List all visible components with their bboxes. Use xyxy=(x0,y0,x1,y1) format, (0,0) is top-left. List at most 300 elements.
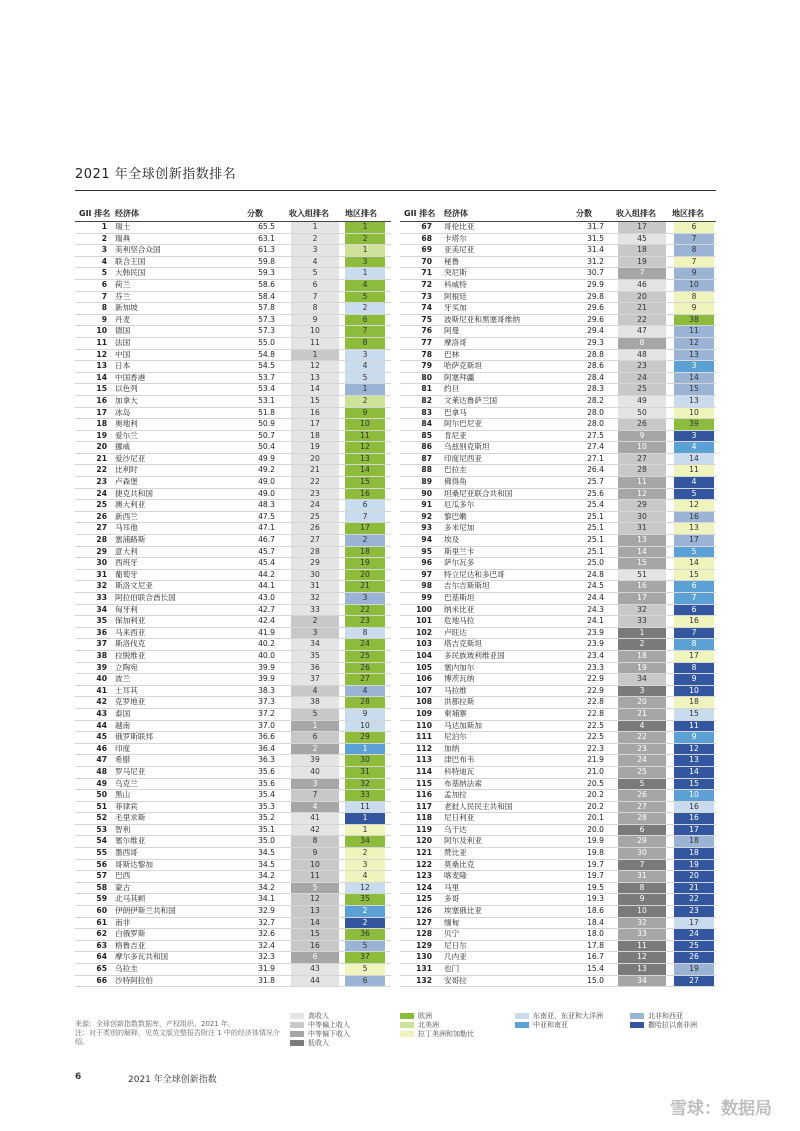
score-cell: 19.9 xyxy=(587,836,604,846)
score-cell: 25.4 xyxy=(587,500,604,510)
rank-cell: 39 xyxy=(96,662,107,672)
table-row xyxy=(400,280,716,292)
table-row xyxy=(400,477,716,489)
score-cell: 57.8 xyxy=(258,303,275,313)
economy-cell: 文莱达鲁萨兰国 xyxy=(444,395,498,405)
rank-cell: 32 xyxy=(96,581,107,591)
score-cell: 30.7 xyxy=(587,268,604,278)
table-row xyxy=(400,860,716,872)
region-rank-cell: 6 xyxy=(345,315,385,326)
income-rank-cell: 15 xyxy=(291,396,339,407)
table-row xyxy=(75,315,391,327)
region-rank-cell: 7 xyxy=(345,512,385,523)
table-row xyxy=(400,941,716,953)
score-cell: 53.1 xyxy=(258,395,275,405)
table-row xyxy=(75,906,391,918)
rank-cell: 62 xyxy=(96,929,107,939)
economy-cell: 阿尔及利亚 xyxy=(444,836,482,846)
score-cell: 36.4 xyxy=(258,743,275,753)
income-rank-cell: 4 xyxy=(618,721,666,732)
economy-cell: 越南 xyxy=(115,720,131,730)
legend-income-upper-middle: 中等偏上收入 xyxy=(290,1021,350,1029)
income-rank-cell: 18 xyxy=(618,651,666,662)
score-cell: 45.7 xyxy=(258,546,275,556)
income-rank-cell: 5 xyxy=(291,268,339,279)
rank-cell: 87 xyxy=(421,453,432,463)
score-cell: 65.5 xyxy=(258,222,275,231)
rank-cell: 50 xyxy=(96,790,107,800)
table-row xyxy=(400,755,716,767)
rank-cell: 58 xyxy=(96,882,107,892)
table-row xyxy=(400,593,716,605)
income-rank-cell: 32 xyxy=(618,918,666,929)
rank-cell: 81 xyxy=(421,384,432,394)
rank-cell: 35 xyxy=(96,616,107,626)
economy-cell: 多民族玻利维亚国 xyxy=(444,650,505,660)
table-row xyxy=(400,651,716,663)
region-rank-cell: 25 xyxy=(345,651,385,662)
region-rank-cell: 17 xyxy=(674,825,714,836)
income-rank-cell: 6 xyxy=(291,952,339,963)
score-cell: 53.4 xyxy=(258,384,275,394)
header-economy: 经济体 xyxy=(444,209,468,218)
table-row xyxy=(400,894,716,906)
income-rank-cell: 23 xyxy=(618,744,666,755)
income-rank-cell: 22 xyxy=(618,732,666,743)
rank-cell: 106 xyxy=(416,674,432,684)
economy-cell: 波兰 xyxy=(115,674,131,684)
table-row xyxy=(75,465,391,477)
rank-cell: 67 xyxy=(421,222,432,231)
income-rank-cell: 13 xyxy=(291,373,339,384)
rank-cell: 132 xyxy=(416,975,432,985)
income-rank-cell: 2 xyxy=(291,234,339,245)
region-rank-cell: 17 xyxy=(674,918,714,929)
rank-cell: 38 xyxy=(96,650,107,660)
rank-cell: 99 xyxy=(421,593,432,602)
region-rank-cell: 34 xyxy=(345,836,385,847)
table-row xyxy=(400,523,716,535)
region-rank-cell: 1 xyxy=(345,813,385,824)
table-row xyxy=(75,860,391,872)
table-row xyxy=(75,628,391,640)
income-rank-cell: 45 xyxy=(618,234,666,245)
economy-cell: 塔吉克斯坦 xyxy=(444,639,482,649)
income-rank-cell: 7 xyxy=(291,292,339,303)
score-cell: 28.0 xyxy=(587,419,604,429)
region-rank-cell: 2 xyxy=(345,234,385,245)
income-rank-cell: 35 xyxy=(291,651,339,662)
score-cell: 43.0 xyxy=(258,593,275,602)
income-rank-cell: 36 xyxy=(291,663,339,674)
table-row xyxy=(400,767,716,779)
economy-cell: 柬埔寨 xyxy=(444,708,467,718)
income-rank-cell: 33 xyxy=(618,616,666,627)
table-row xyxy=(400,732,716,744)
income-rank-cell: 1 xyxy=(291,222,339,233)
table-row xyxy=(75,396,391,408)
economy-cell: 突尼斯 xyxy=(444,268,467,278)
table-row xyxy=(75,593,391,605)
score-cell: 57.3 xyxy=(258,326,275,336)
income-rank-cell: 41 xyxy=(291,813,339,824)
economy-cell: 马里 xyxy=(444,882,460,892)
region-rank-cell: 18 xyxy=(674,697,714,708)
region-rank-cell: 27 xyxy=(345,674,385,685)
table-row xyxy=(75,836,391,848)
region-rank-cell: 5 xyxy=(345,292,385,303)
region-rank-cell: 2 xyxy=(345,848,385,859)
region-rank-cell: 13 xyxy=(674,396,714,407)
score-cell: 39.9 xyxy=(258,674,275,684)
income-rank-cell: 5 xyxy=(291,709,339,720)
table-row xyxy=(400,326,716,338)
rank-cell: 128 xyxy=(416,929,432,939)
score-cell: 53.7 xyxy=(258,372,275,382)
income-rank-cell: 22 xyxy=(618,315,666,326)
note-text: 注：对于类别的解释，见英文版完整报告附注 1 中的经济体情况介绍。 xyxy=(75,1029,280,1046)
score-cell: 34.5 xyxy=(258,848,275,858)
income-rank-cell: 17 xyxy=(291,419,339,430)
economy-cell: 葡萄牙 xyxy=(115,569,138,579)
income-rank-cell: 28 xyxy=(618,465,666,476)
region-rank-cell: 4 xyxy=(345,361,385,372)
income-rank-cell: 12 xyxy=(291,894,339,905)
table-row xyxy=(400,605,716,617)
rank-cell: 36 xyxy=(96,627,107,637)
table-row xyxy=(75,350,391,362)
region-rank-cell: 11 xyxy=(345,802,385,813)
economy-cell: 泰国 xyxy=(115,708,131,718)
score-cell: 27.5 xyxy=(587,430,604,440)
region-rank-cell: 5 xyxy=(345,373,385,384)
table-row xyxy=(400,813,716,825)
economy-cell: 挪威 xyxy=(115,442,131,452)
score-cell: 39.9 xyxy=(258,662,275,672)
rank-cell: 129 xyxy=(416,940,432,950)
economy-cell: 墨西哥 xyxy=(115,848,138,858)
source-text: 来源：全球创新指数数据库，产权组织，2021 年。 xyxy=(75,1020,236,1028)
income-rank-cell: 10 xyxy=(618,442,666,453)
table-row xyxy=(75,929,391,941)
income-rank-cell: 38 xyxy=(291,697,339,708)
rank-cell: 101 xyxy=(416,616,432,626)
income-rank-cell: 4 xyxy=(291,802,339,813)
rank-cell: 119 xyxy=(416,824,432,834)
table-row xyxy=(75,709,391,721)
score-cell: 29.4 xyxy=(587,326,604,336)
income-rank-cell: 46 xyxy=(618,280,666,291)
region-rank-cell: 3 xyxy=(674,431,714,442)
income-rank-cell: 7 xyxy=(618,860,666,871)
table-row xyxy=(400,929,716,941)
economy-cell: 洪都拉斯 xyxy=(444,697,475,707)
table-row xyxy=(75,292,391,304)
rank-cell: 59 xyxy=(96,894,107,904)
economy-cell: 乌兹别克斯坦 xyxy=(444,442,490,452)
rank-cell: 52 xyxy=(96,813,107,823)
economy-cell: 肯尼亚 xyxy=(444,430,467,440)
region-rank-cell: 26 xyxy=(345,663,385,674)
rank-cell: 1 xyxy=(101,222,107,231)
rank-cell: 10 xyxy=(96,326,107,336)
economy-cell: 约旦 xyxy=(444,384,460,394)
region-rank-cell: 39 xyxy=(674,419,714,430)
table-row xyxy=(400,674,716,686)
table-row xyxy=(400,245,716,257)
region-rank-cell: 9 xyxy=(345,408,385,419)
rank-cell: 82 xyxy=(421,395,432,405)
score-cell: 37.0 xyxy=(258,720,275,730)
table-row xyxy=(75,384,391,396)
region-rank-cell: 8 xyxy=(345,628,385,639)
income-rank-cell: 10 xyxy=(291,860,339,871)
score-cell: 42.4 xyxy=(258,616,275,626)
economy-cell: 贝宁 xyxy=(444,929,460,939)
region-rank-cell: 23 xyxy=(674,906,714,917)
score-cell: 25.0 xyxy=(587,558,604,568)
table-row xyxy=(400,408,716,420)
region-rank-cell: 3 xyxy=(345,350,385,361)
income-rank-cell: 3 xyxy=(291,779,339,790)
economy-cell: 阿拉伯联合酋长国 xyxy=(115,593,176,602)
region-rank-cell: 1 xyxy=(345,222,385,233)
score-cell: 35.6 xyxy=(258,778,275,788)
score-cell: 29.6 xyxy=(587,303,604,313)
economy-cell: 中国香港 xyxy=(115,372,146,382)
score-cell: 54.5 xyxy=(258,361,275,371)
economy-cell: 德国 xyxy=(115,326,131,336)
table-row xyxy=(75,280,391,292)
income-rank-cell: 32 xyxy=(618,605,666,616)
region-rank-cell: 8 xyxy=(674,639,714,650)
economy-cell: 卡塔尔 xyxy=(444,233,467,243)
income-rank-cell: 6 xyxy=(291,280,339,291)
region-rank-cell: 14 xyxy=(674,373,714,384)
rank-cell: 13 xyxy=(96,361,107,371)
income-rank-cell: 26 xyxy=(291,523,339,534)
rank-cell: 54 xyxy=(96,836,107,846)
score-cell: 25.1 xyxy=(587,546,604,556)
economy-cell: 多哥 xyxy=(444,894,460,904)
rank-cell: 9 xyxy=(101,314,107,324)
income-rank-cell: 29 xyxy=(618,836,666,847)
region-rank-cell: 11 xyxy=(674,721,714,732)
region-rank-cell: 12 xyxy=(345,442,385,453)
rank-cell: 60 xyxy=(96,906,107,916)
economy-cell: 吉尔吉斯斯坦 xyxy=(444,581,490,591)
region-rank-cell: 19 xyxy=(674,860,714,871)
rank-cell: 53 xyxy=(96,824,107,834)
income-rank-cell: 30 xyxy=(618,512,666,523)
rank-cell: 112 xyxy=(416,743,432,753)
economy-cell: 斯里兰卡 xyxy=(444,546,475,556)
table-row xyxy=(75,361,391,373)
table-row xyxy=(75,268,391,280)
income-rank-cell: 51 xyxy=(618,570,666,581)
region-rank-cell: 18 xyxy=(674,848,714,859)
score-cell: 59.3 xyxy=(258,268,275,278)
economy-cell: 新西兰 xyxy=(115,511,138,521)
score-cell: 25.1 xyxy=(587,535,604,545)
rank-cell: 25 xyxy=(96,500,107,510)
rank-cell: 15 xyxy=(96,384,107,394)
table-row xyxy=(400,848,716,860)
income-rank-cell: 25 xyxy=(291,512,339,523)
table-row xyxy=(400,697,716,709)
score-cell: 23.9 xyxy=(587,627,604,637)
table-row xyxy=(75,767,391,779)
income-rank-cell: 25 xyxy=(618,767,666,778)
economy-cell: 布基纳法索 xyxy=(444,778,482,788)
income-rank-cell: 43 xyxy=(291,964,339,975)
income-rank-cell: 16 xyxy=(291,941,339,952)
economy-cell: 缅甸 xyxy=(444,917,460,927)
rank-cell: 69 xyxy=(421,245,432,255)
swatch-sub-saharan-africa xyxy=(630,1022,644,1028)
score-cell: 15.4 xyxy=(587,964,604,973)
economy-cell: 科威特 xyxy=(444,279,467,289)
region-rank-cell: 37 xyxy=(345,952,385,963)
economy-cell: 日本 xyxy=(115,361,131,371)
score-cell: 23.9 xyxy=(587,639,604,649)
swatch-latin-america xyxy=(400,1031,414,1037)
economy-cell: 巴拿马 xyxy=(444,407,467,417)
score-cell: 27.4 xyxy=(587,442,604,452)
table-row xyxy=(400,918,716,930)
table-row xyxy=(75,952,391,964)
score-cell: 50.4 xyxy=(258,442,275,452)
rank-cell: 31 xyxy=(96,569,107,579)
swatch-central-south-asia xyxy=(515,1022,529,1028)
rank-cell: 14 xyxy=(96,372,107,382)
income-rank-cell: 2 xyxy=(291,744,339,755)
score-cell: 19.5 xyxy=(587,882,604,892)
rank-cell: 89 xyxy=(421,477,432,487)
score-cell: 32.9 xyxy=(258,906,275,916)
table-row xyxy=(400,234,716,246)
score-cell: 29.8 xyxy=(587,291,604,301)
economy-cell: 智利 xyxy=(115,824,131,834)
table-row xyxy=(75,570,391,582)
header-score: 分数 xyxy=(576,209,592,218)
income-rank-cell: 18 xyxy=(618,245,666,256)
score-cell: 35.4 xyxy=(258,790,275,800)
region-rank-cell: 7 xyxy=(674,234,714,245)
income-rank-cell: 39 xyxy=(291,755,339,766)
rank-cell: 85 xyxy=(421,430,432,440)
region-rank-cell: 6 xyxy=(674,222,714,233)
region-rank-cell: 10 xyxy=(674,408,714,419)
score-cell: 42.7 xyxy=(258,604,275,614)
income-rank-cell: 32 xyxy=(291,593,339,604)
rank-cell: 3 xyxy=(101,245,107,255)
region-rank-cell: 1 xyxy=(345,744,385,755)
economy-cell: 阿根廷 xyxy=(444,291,467,301)
economy-cell: 摩洛哥 xyxy=(444,337,467,347)
rank-cell: 102 xyxy=(416,627,432,637)
rank-cell: 46 xyxy=(96,743,107,753)
rank-cell: 18 xyxy=(96,419,107,429)
rank-cell: 42 xyxy=(96,697,107,707)
economy-cell: 危地马拉 xyxy=(444,616,475,626)
score-cell: 24.4 xyxy=(587,593,604,602)
economy-cell: 芬兰 xyxy=(115,291,131,301)
income-rank-cell: 20 xyxy=(618,292,666,303)
economy-cell: 巴林 xyxy=(444,349,460,359)
region-rank-cell: 4 xyxy=(345,871,385,882)
score-cell: 22.3 xyxy=(587,743,604,753)
legend-region-north-america: 北美洲 xyxy=(400,1021,439,1029)
rank-cell: 84 xyxy=(421,419,432,429)
rank-cell: 121 xyxy=(416,848,432,858)
income-rank-cell: 11 xyxy=(291,871,339,882)
rank-cell: 64 xyxy=(96,952,107,962)
score-cell: 31.7 xyxy=(587,222,604,231)
rank-cell: 43 xyxy=(96,708,107,718)
rank-cell: 48 xyxy=(96,766,107,776)
rank-cell: 12 xyxy=(96,349,107,359)
income-rank-cell: 2 xyxy=(291,616,339,627)
economy-cell: 立陶宛 xyxy=(115,662,138,672)
economy-cell: 瑞典 xyxy=(115,233,131,243)
income-rank-cell: 34 xyxy=(291,639,339,650)
income-rank-cell: 20 xyxy=(618,697,666,708)
region-rank-cell: 6 xyxy=(345,976,385,987)
score-cell: 40.0 xyxy=(258,650,275,660)
score-cell: 24.1 xyxy=(587,616,604,626)
score-cell: 32.7 xyxy=(258,917,275,927)
region-rank-cell: 4 xyxy=(345,686,385,697)
table-row xyxy=(75,790,391,802)
income-rank-cell: 42 xyxy=(291,825,339,836)
economy-cell: 萨尔瓦多 xyxy=(444,558,475,568)
score-cell: 35.1 xyxy=(258,824,275,834)
score-cell: 48.3 xyxy=(258,500,275,510)
table-row xyxy=(75,755,391,767)
table-row xyxy=(400,825,716,837)
legend-income-low: 低收入 xyxy=(290,1039,329,1047)
income-rank-cell: 14 xyxy=(291,384,339,395)
rank-cell: 113 xyxy=(416,755,432,765)
economy-cell: 奥地利 xyxy=(115,419,138,429)
income-rank-cell: 13 xyxy=(618,964,666,975)
score-cell: 18.0 xyxy=(587,929,604,939)
rank-cell: 33 xyxy=(96,593,107,602)
page-title: 2021 年全球创新指数排名 xyxy=(75,167,237,182)
region-rank-cell: 8 xyxy=(674,663,714,674)
table-row xyxy=(75,616,391,628)
economy-cell: 斯洛文尼亚 xyxy=(115,581,153,591)
economy-cell: 新加坡 xyxy=(115,303,138,313)
region-rank-cell: 3 xyxy=(674,361,714,372)
score-cell: 31.5 xyxy=(587,233,604,243)
score-cell: 49.0 xyxy=(258,488,275,498)
rank-cell: 115 xyxy=(416,778,432,788)
income-rank-cell: 16 xyxy=(291,408,339,419)
economy-cell: 瑞士 xyxy=(115,222,131,231)
economy-cell: 乌克兰 xyxy=(115,778,138,788)
legend-region-europe: 欧洲 xyxy=(400,1012,432,1020)
region-rank-cell: 15 xyxy=(674,709,714,720)
region-rank-cell: 36 xyxy=(345,929,385,940)
score-cell: 23.4 xyxy=(587,650,604,660)
income-rank-cell: 27 xyxy=(618,454,666,465)
table-row xyxy=(75,883,391,895)
score-cell: 50.9 xyxy=(258,419,275,429)
score-cell: 27.1 xyxy=(587,453,604,463)
rank-cell: 88 xyxy=(421,465,432,475)
